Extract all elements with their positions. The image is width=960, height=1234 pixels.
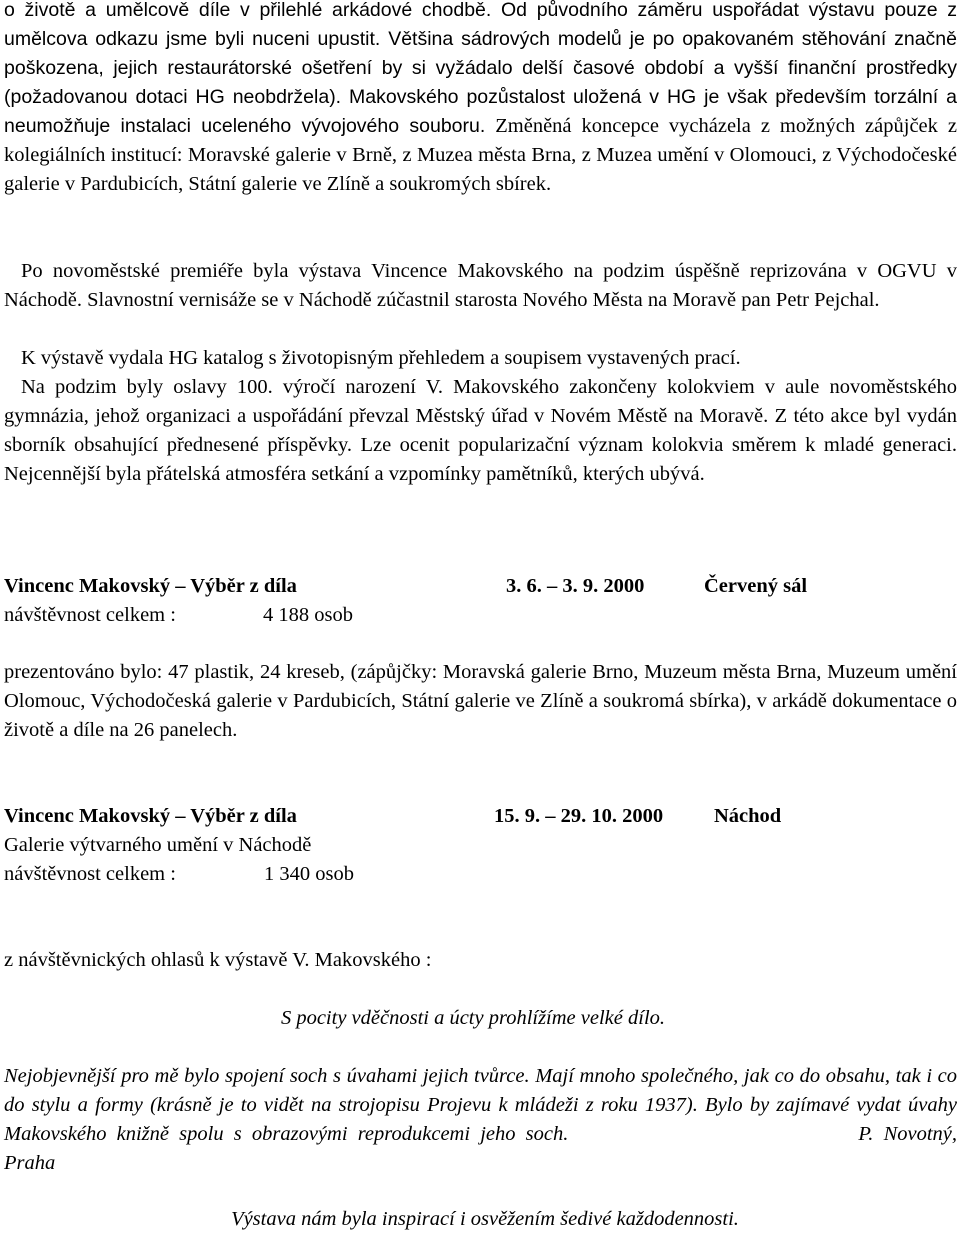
exhibition-2-gallery: Galerie výtvarného umění v Náchodě xyxy=(4,834,312,856)
feedback-quote-1: S pocity vděčnosti a úcty prohlížíme velké dílo. xyxy=(280,1007,666,1029)
exhibition-1-presented: prezentováno bylo: 47 plastik, 24 kreseb, (zápůjčky: Moravská galerie Brno, Muzeum města Brna, Muzeum umění Olomouc, Východočeská galerie v Pardubicích, Státní galerie ve Zlíně a soukromá sbírka), v arkádě dokumentace o životě a díle na 26 panelech. xyxy=(4,661,957,741)
feedback-quote-2 xyxy=(4,1062,957,1178)
reprise-paragraph: Po novoměstské premiéře byla výstava Vincence Makovského na podzim úspěšně reprizována v OGVU v Náchodě. Slavnostní vernisáže se v Náchodě zúčastnil starosta Nového Města na Moravě pan Petr Pejchal. xyxy=(4,260,957,311)
exhibition-2-header xyxy=(4,802,957,831)
colloquium-paragraph: Na podzim byly oslavy 100. výročí narození V. Makovského zakončeny kolokviem v aule novoměstského gymnázia, jehož organizaci a uspořádání převzal Městský úřad v Novém Městě na Moravě. Z této akce byl vydán sborník obsahující přednesené příspěvky. Lze ocenit popularizační význam kolokvia směrem k mladé generaci. Nejcennější byla přátelská atmosféra setkání a vzpomínky pamětníků, kterých ubývá. xyxy=(4,376,957,485)
intro-text-serif: Změněná koncepce vycházela z možných zápůjček z kolegiálních institucí: Moravské galerie v Brně, z Muzea města Brna, z Muzea umění v Olomouci, z Východočeské galerie v Pardubicích, Státní galerie ve Zlíně a soukromých sbírek. xyxy=(4,115,957,195)
exhibition-1-venue: Červený sál xyxy=(704,575,808,597)
attendance-label: návštěvnost celkem : xyxy=(4,863,176,885)
catalog-paragraph: K výstavě vydala HG katalog s životopisným přehledem a soupisem vystavených prací. xyxy=(21,347,741,369)
exhibition-1-title: Vincenc Makovský – Výběr z díla xyxy=(4,575,297,597)
exhibition-2-title: Vincenc Makovský – Výběr z díla xyxy=(4,805,297,827)
feedback-heading: z návštěvnických ohlasů k výstavě V. Makovského : xyxy=(4,949,432,971)
feedback-quote-2-author: P. Novotný, Praha xyxy=(4,1123,958,1174)
feedback-quote-3: Výstava nám byla inspirací i osvěžením šedivé každodennosti. xyxy=(231,1208,739,1230)
feedback-quote-2-text: Nejobjevnější pro mě bylo spojení soch s úvahami jejich tvůrce. Mají mnoho společného, jak co do obsahu, tak i co do stylu a formy (krásně je to vidět na strojopisu Projevu k mládeži z roku 1937). Bylo by zajímavé vydat úvahy Makovského knižně spolu s obrazovými reprodukcemi jeho soch. xyxy=(4,1065,957,1145)
exhibition-1-dates: 3. 6. – 3. 9. 2000 xyxy=(506,575,645,597)
attendance-value: 4 188 osob xyxy=(263,604,353,626)
exhibition-1-attendance xyxy=(4,601,957,630)
exhibition-2-dates: 15. 9. – 29. 10. 2000 xyxy=(494,805,664,827)
exhibition-1-header xyxy=(4,572,957,601)
attendance-label: návštěvnost celkem : xyxy=(4,604,176,626)
intro-text-sans: o životě a umělcově díle v přilehlé arkádové chodbě. Od původního záměru uspořádat výstavu pouze z umělcova odkazu jsme byli nuceni upustit. Většina sádrových modelů je po opakovaném stěhování značně poškozena, jejich restaurátorské ošetření by si vyžádalo delší časové období a vyšší finanční prostředky (požadovanou dotaci HG neobdržela). Makovského pozůstalost uložená v HG je však především torzální a neumožňuje instalaci uceleného vývojového souboru. xyxy=(4,0,957,137)
attendance-value: 1 340 osob xyxy=(264,863,354,885)
exhibition-2-attendance xyxy=(4,860,957,889)
intro-paragraph xyxy=(4,0,957,199)
exhibition-2-venue: Náchod xyxy=(714,805,782,827)
